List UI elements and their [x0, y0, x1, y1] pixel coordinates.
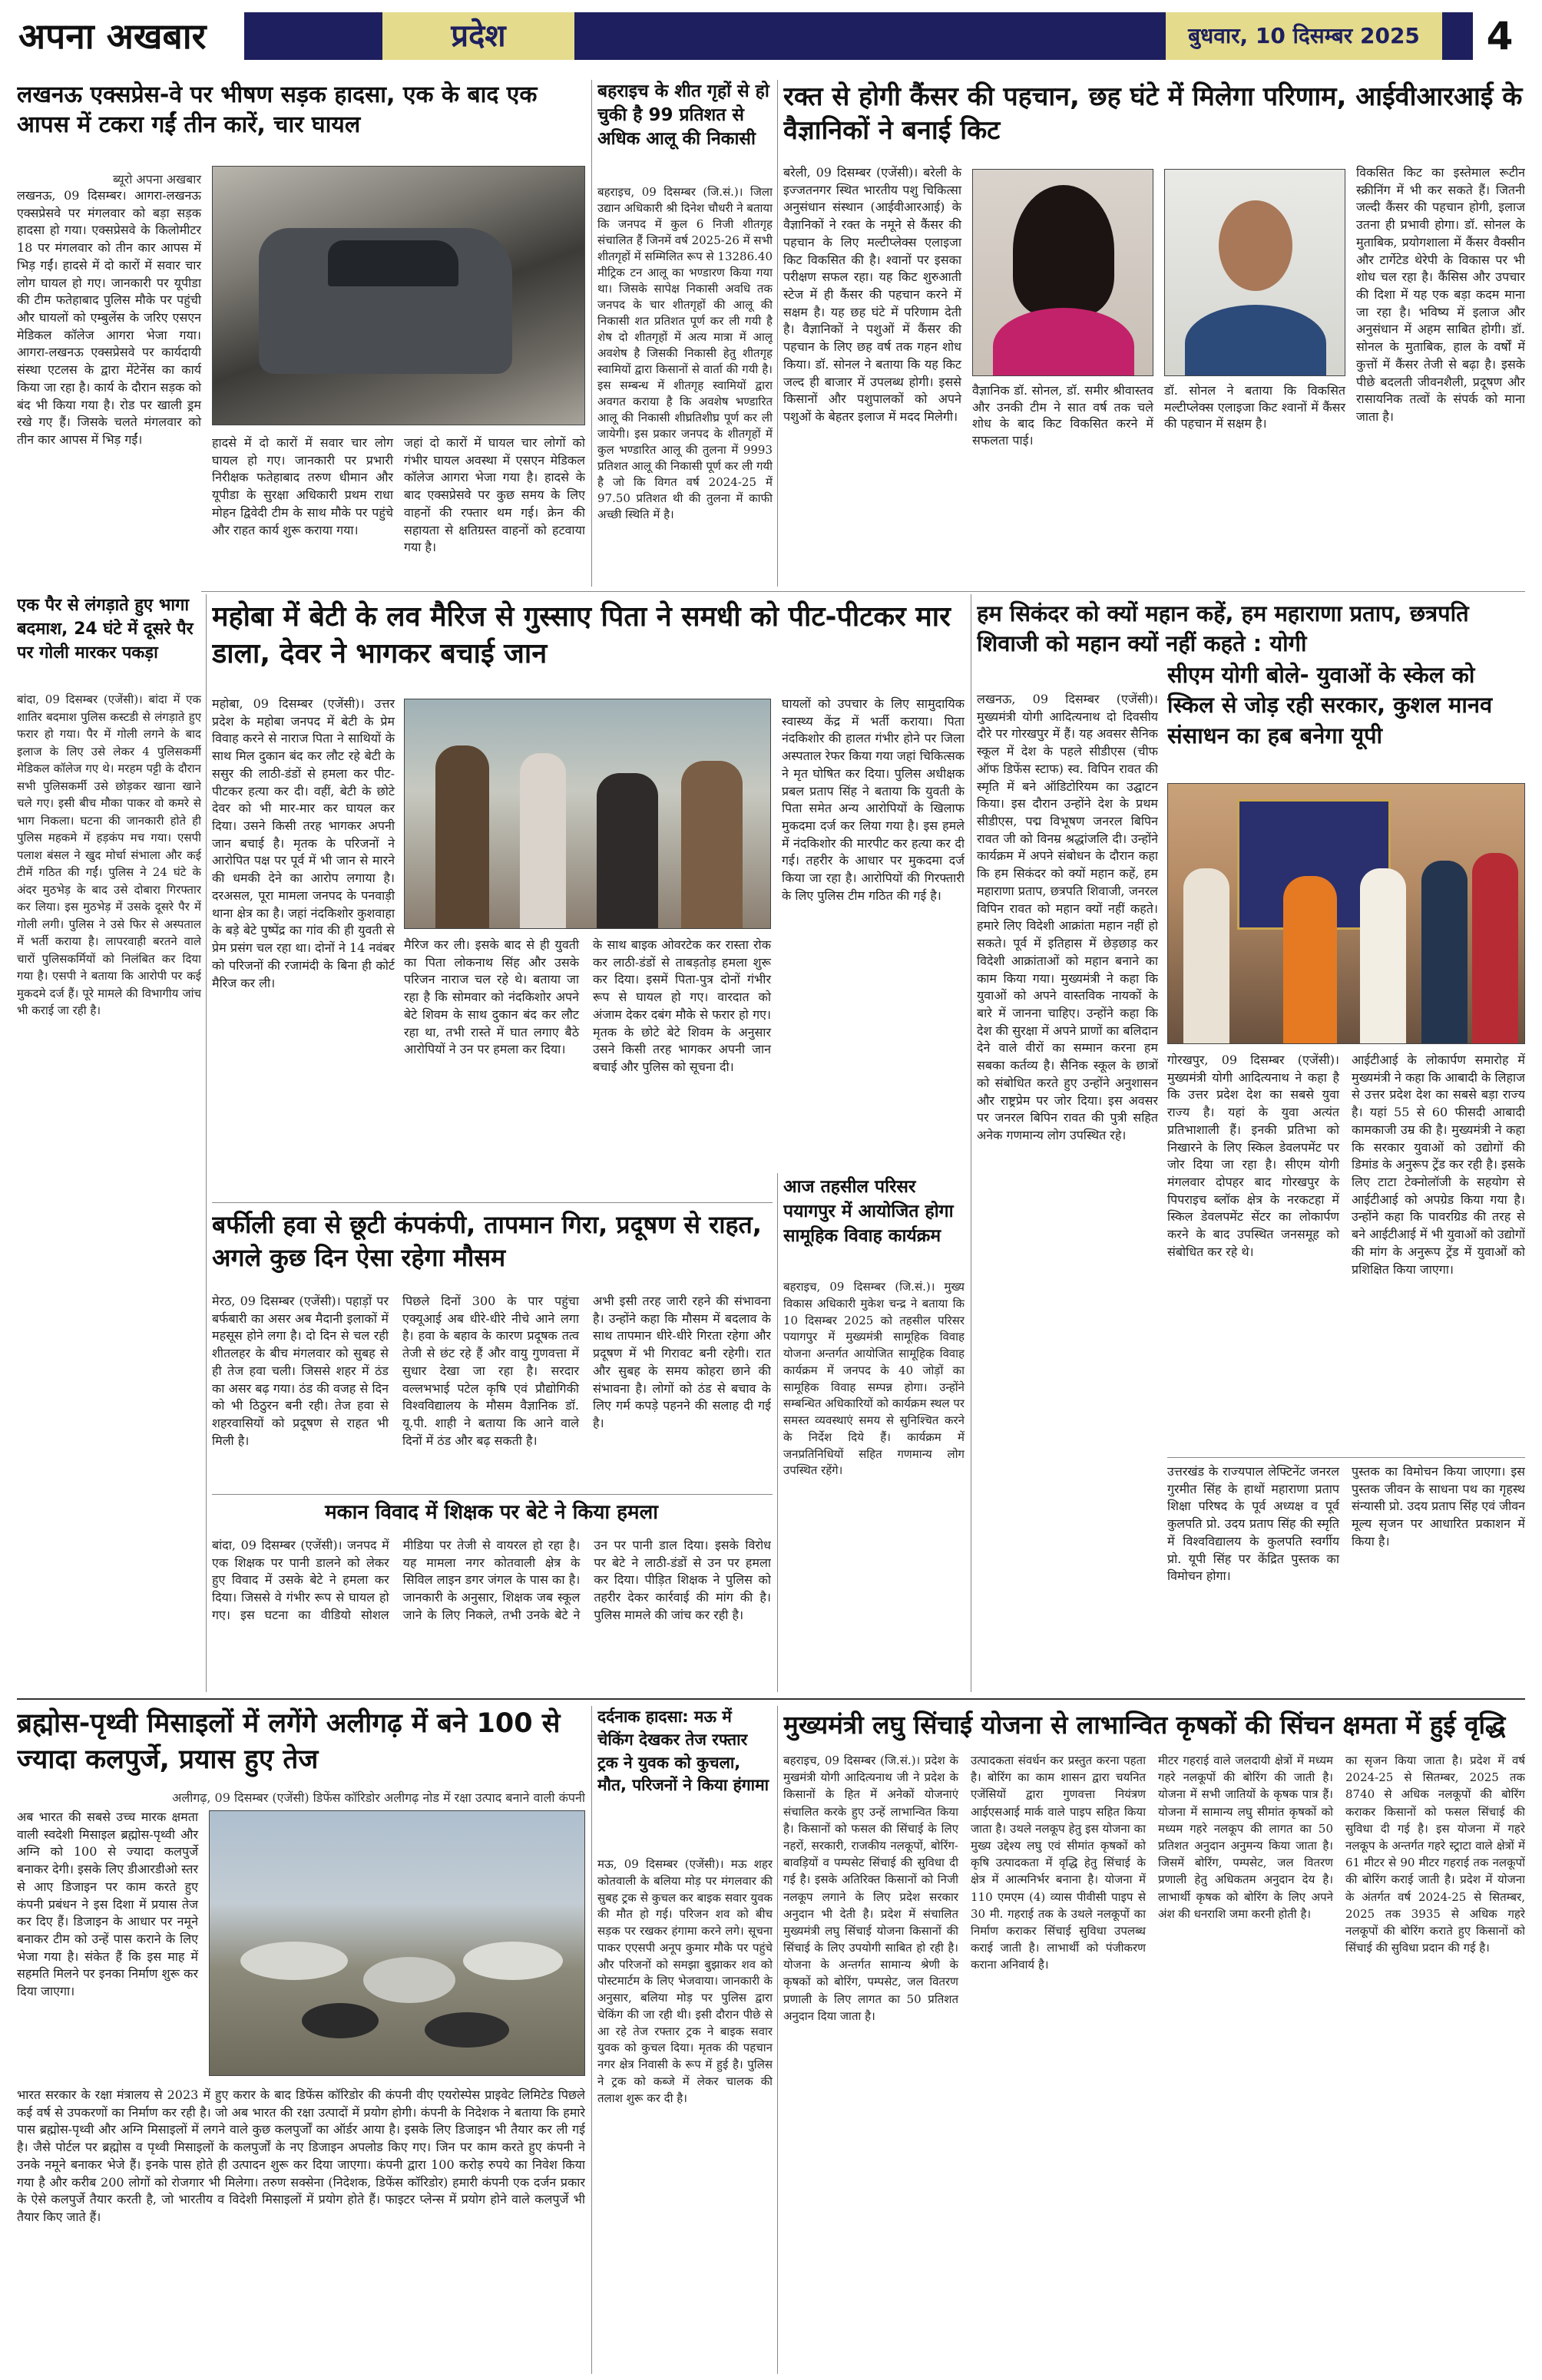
page-number-box — [1474, 12, 1525, 60]
article-body: लखनऊ, 09 दिसम्बर। आगरा-लखनऊ एक्सप्रेसवे पर मंगलवार को बड़ा सड़क हादसा हो गया। एक्सप्रेसवे के किलोमीटर 18 पर मंगलवार को तीन कार आपस में भिड़ गईं। हादसे में दो कारों में सवार चार लोग घायल हो गए। जानकारी पर यूपीडा की टीम फतेहाबाद पुलिस मौके पर पहुंची और घायलों को एम्बुलेंस के जरिए एसएन मेडिकल कॉलेज आगरा भेजा गया। आगरा-लखनऊ एक्सप्रेसवे पर कार्यदायी संस्था एटलस के द्वारा मेंटेनेंस का कार्य किया जा रहा है। कार्य के दौरान सड़क को बंद भी किया गया है। रोड पर खाली ड्रम रखे गए हैं। जिसके चलते मंगलवार को तीन कार आपस में भिड़ गईं। — [17, 188, 201, 448]
headline: सीएम योगी बोले- युवाओं के स्केल को स्किल से जोड़ रही सरकार, कुशल मानव संसाधन का हब बनेगा यूपी — [1167, 662, 1493, 749]
article-side-column: विकसित किट का इस्तेमाल रूटीन स्क्रीनिंग में भी कर सकते हैं। जितनी जल्दी कैंसर की पहचान होगी, इलाज उतना ही प्रभावी होगा। डॉ. सोनल के मुताबिक, प्रयोगशाला में कैंसर वैक्सीन और टार्गेटेड थेरेपी के विकास पर भी शोध चल रहा है। कैंसिस और उपचार की दिशा में यह एक बड़ा कदम माना जा रहा है। भविष्य में इलाज और अनुसंधान में अहम साबित होगी। डॉ. सोनल के मुताबिक, हाल के वर्षों में कुत्तों में कैंसर तेजी से बढ़ा है। इसके पीछे बदलती जीवनशैली, प्रदूषण और रासायनिक तत्वों के संपर्क को माना जाता है। — [1356, 165, 1525, 425]
paper-name: अपना अखबार — [18, 15, 207, 57]
masthead — [0, 0, 1542, 71]
article-cold-storage — [597, 80, 773, 587]
person-2 — [1360, 868, 1406, 1044]
article-banda-encounter — [17, 594, 201, 1692]
byline: अलीगढ़, 09 दिसम्बर (एजेंसी) डिफेंस कॉरिडोर अलीगढ़ नोड में रक्षा उत्पाद बनाने वाली कंपनी — [172, 1790, 585, 1805]
body-shape — [993, 308, 1134, 376]
article-mahoba-murder — [212, 599, 965, 1196]
person-4 — [681, 761, 743, 929]
headline: बर्फीली हवा से छूटी कंपकंपी, तापमान गिरा, प्रदूषण से राहत, अगले कुछ दिन ऐसा रहेगा मौसम — [212, 1210, 762, 1273]
photo-caption-right: डॉ. सोनल ने बताया कि विकसित मल्टीप्लेक्स एलाइजा किट श्वानों में कैंसर की पहचान में सक्षम है। — [1164, 383, 1345, 431]
article-body: मऊ, 09 दिसम्बर (एजेंसी)। मऊ शहर कोतवाली के बलिया मोड़ पर मंगलवार की सुबह ट्रक से कुचल कर बाइक सवार युवक की मौत हो गई। परिजन शव को बीच सड़क पर रखकर हंगामा करने लगे। सूचना पाकर एएसपी अनूप कुमार मौके पर पहुंचे और परिजनों को समझा बुझाकर शव को पोस्टमार्टम के लिए भेजवाया। जानकारी के अनुसार, बलिया मोड़ पर पुलिस द्वारा चेकिंग की जा रही थी। इसी दौरान पीछे से आ रहे तेज रफ्तार ट्रक ने बाइक सवार युवक को कुचल दिया। मृतक की पहचान नगर क्षेत्र निवासी के रूप में हुई है। पुलिस ने ट्रक को कब्जे में लेकर चालक की तलाश शुरू कर दी है। — [597, 1857, 773, 2105]
article-mau-accident — [597, 1706, 773, 2374]
article-body-col2: आईटीआई के लोकार्पण समारोह में मुख्यमंत्री ने कहा कि आबादी के लिहाज से उत्तर प्रदेश देश का सबसे बड़ा राज्य है। यहां 55 से 60 फीसदी आबादी कामकाजी उम्र की है। मुख्यमंत्री ने कहा कि सरकार युवाओं को उद्योगों की डिमांड के अनुरूप ट्रेंड कर रही है। इसके लिए टाटा टेक्नोलॉजी के सहयोग से आईटीआई को अपग्रेड किया गया है। उन्होंने कहा कि पावरग्रिड की तरह से बने आईटीआई में भी युवाओं को उद्योगों की मांग के अनुरूप ट्रेंड में युवाओं को प्रशिक्षित किया जाएगा। — [1352, 1053, 1525, 1277]
part-3 — [463, 1942, 563, 1980]
article-body: गोरखपुर, 09 दिसम्बर (एजेंसी)। मुख्यमंत्री योगी आदित्यनाथ ने कहा है कि उत्तर प्रदेश देश का सबसे युवा राज्य है। यहां के युवा अत्यंत प्रतिभाशाली हैं। इनकी प्रतिभा को निखारने के लिए स्किल डेवलपमेंट पर जोर दिया जा रहा है। सीएम योगी मंगलवार दोपहर बाद गोरखपुर के पिपराइच ब्लॉक क्षेत्र के नरकटहा में स्किल डेवलपमेंट सेंटर का लोकार्पण करने के बाद उपस्थित जनसमूह को संबोधित कर रहे थे। — [1167, 1053, 1339, 1259]
column-rule — [591, 80, 592, 587]
column-rule — [591, 1706, 592, 2374]
section-rule — [201, 591, 1525, 592]
headline: एक पैर से लंगड़ाते हुए भागा बदमाश, 24 घंटे में दूसरे पैर पर गोली मारकर पकड़ा — [17, 596, 194, 663]
article-body-col3: मीटर गहराई वाले जलदायी क्षेत्रों में मध्यम गहरे नलकूपों की बोरिंग की जाती है। योजना में सभी जातियों के कृषक पात्र हैं। योजना में सामान्य लघु सीमांत कृषकों को मध्यम गहरे नलकूप की लागत का 50 प्रतिशत अनुदान अनुमन्य किया जाता है। जिसमें बोरिंग, पम्पसेट, जल वितरण प्रणाली हेतु अधिकतम अनुदान देय है। लाभार्थी कृषक को बोरिंग के लिए अपने अंश की धनराशि जमा करनी होती है। — [1158, 1754, 1333, 1921]
article-tail-left: उत्तरखंड के राज्यपाल लेफ्टिनेंट जनरल गुरमीत सिंह के हाथों महाराणा प्रताप शिक्षा परिषद के पूर्व अध्यक्ष व पूर्व कुलपति प्रो. उदय प्रताप सिंह की स्मृति में विश्वविद्यालय के कुलपति स्वर्गीय प्रो. यूपी सिंह पर केंद्रित पुस्तक का विमोचन होगा। — [1167, 1464, 1339, 1584]
headline: लखनऊ एक्सप्रेस-वे पर भीषण सड़क हादसा, एक के बाद एक आपस में टकरा गईं तीन कारें, चार घायल — [17, 81, 538, 138]
article-body: बहराइच, 09 दिसम्बर (जि.सं.)। जिला उद्यान अधिकारी श्री दिनेश चौधरी ने बताया कि जनपद में कुल 6 निजी शीतगृह संचालित हैं जिनमें वर्ष 2025-26 में सभी शीतगृहों में सम्मिलित रूप से 13286.40 मीट्रिक टन आलू का भण्डारण किया गया था। जिसके सापेक्ष निकासी अवधि तक जनपद के चार शीतगृहों की आलू की निकासी शत प्रतिशत पूर्ण कर ली गयी है शेष दो शीतगृहों में अत्य मात्रा में आलू अवशेष है जिसकी निकासी हेतु शीतगृह स्वामियों द्वारा किसानों से वार्ता की गयी है। इस सम्बन्ध में शीतगृह स्वामियों द्वारा अवगत कराया है कि अवशेष भण्डारित आलू की निकासी शीघ्रतिशीघ्र पूर्ण कर ली जायेगी। इस प्रकार जनपद के शीतगृहों में कुल भण्डारित आलू की तुलना में 9993 प्रतिशत आलू की निकासी पूर्ण कर ली गयी है जो कि विगत वर्ष 2024-25 में 97.50 प्रतिशत थी की तुलना में काफी अच्छी स्थिति में है। — [597, 185, 773, 521]
person-3 — [1421, 861, 1468, 1044]
part-4 — [302, 2003, 379, 2038]
crashed-car-photo — [212, 166, 585, 425]
yogi-event-photo — [1167, 783, 1525, 1044]
article-body: बांदा, 09 दिसम्बर (एजेंसी)। जनपद में एक शिक्षक पर पानी डालने को लेकर हुए विवाद में उसके बेटे ने हमला कर दिया। जिससे वे गंभीर रूप से घायल हो गए। इस घटना का वीडियो सोशल मीडिया पर तेजी से वायरल हो रहा है। यह मामला नगर कोतवाली क्षेत्र के सिविल लाइन डगर जंगल के पास का है। जानकारी के अनुसार, शिक्षक जब स्कूल जाने के लिए निकले, तभी उनके बेटे ने उन पर पानी डाल दिया। इसके विरोध पर बेटे ने लाठी-डंडों से उन पर हमला कर दिया। पीड़ित शिक्षक ने पुलिस को तहरीर देकर कार्रवाई की मांग की है। पुलिस मामले की जांच कर रही है। — [212, 1538, 771, 1622]
article-body-col2: मैरिज कर ली। इसके बाद से ही युवती का पिता लोकनाथ सिंह और उसके परिजन नाराज चल रहे थे। बताया जा रहा है कि सोमवार को नंदकिशोर अपने बेटे शिवम के साथ दुकान बंद कर लौट रहा था, तभी रास्ते में घात लगाए बैठे आरोपियों ने उन पर हमला कर दिया। — [404, 937, 579, 1057]
article-weather — [212, 1208, 771, 1489]
article-yogi-skill — [1167, 660, 1525, 1692]
section-rule — [1167, 1457, 1525, 1458]
article-body-wide: भारत सरकार के रक्षा मंत्रालय से 2023 में हुए करार के बाद डिफेंस कॉरिडोर की कंपनी वीए एयरोस्पेस प्राइवेट लिमिटेड पिछले कई वर्ष से उपकरणों का निर्माण कर रही है। जो अब भारत की रक्षा उत्पादों में प्रयोग होगी। कंपनी के निदेशक ने बताया कि हमारे पास ब्रह्मोस-पृथ्वी और अग्नि मिसाइलों में लगने वाले कुछ कलपुर्जों का ऑर्डर आया है। इसके लिए डिजाइन भी तैयार कर ली गई है। जैसे पोर्टल पर ब्रह्मोस व पृथ्वी मिसाइलों के कलपुर्जों के नए डिजाइन अपलोड किए गए। जिन पर काम करते हुए कंपनी ने उनके नमूने बनाकर भेजे हैं। इनके पास होते ही उत्पादन शुरू कर दिया जाएगा। कंपनी द्वारा 100 करोड़ रुपये का निवेश किया गया है और करीब 200 लोगों को रोजगार भी मिलेगा। तरुण सक्सेना (निदेशक, डिफेंस कॉरिडोर) हमारी कंपनी एक दर्जन प्रकार के ऐसे कलपुर्जे तैयार करती है, जो भारतीय व विदेशी मिसाइलों में प्रयोग होते हैं। फाइटर प्लेन्स में प्रयोग होने वाले कलपुर्जे भी तैयार किए जाते हैं। — [17, 2087, 585, 2225]
headline: हम सिकंदर को क्यों महान कहें, हम महाराणा प्रताप, छत्रपति शिवाजी को महान क्यों नहीं कहते : योगी — [977, 600, 1469, 657]
headline: दर्दनाक हादसा: मऊ में चेकिंग देखकर तेज रफ्तार ट्रक ने युवक को कुचला, मौत, परिजनों ने किया हंगामा — [597, 1707, 769, 1795]
headline: मकान विवाद में शिक्षक पर बेटे ने किया हमला — [325, 1501, 658, 1524]
article-body-col2: उत्पादकता संवर्धन कर प्रस्तुत करना पहता है। बोरिंग का काम शासन द्वारा चयनित एजेंसियों द्वारा गुणवत्ता नियंत्रण आईएसआई मार्क वाले पाइप सहित किया जाता है। उथले नलकूप हेतु इस योजना का मुख्य उद्देश्य लघु एवं सीमांत कृषकों को कृषि उत्पादकता में वृद्धि हेतु सिंचाई के क्षेत्र में आत्मनिर्भर बनाना है। योजना में 110 एमएम (4) व्यास पीवीसी पाइप से 30 मी. गहराई तक के उथले नलकूपों का निर्माण कराकर सिंचाई सुविधा उपलब्ध कराई जाती है। लाभार्थी को पंजीकरण कराना अनिवार्य है। — [971, 1754, 1146, 1972]
column-rule — [777, 1706, 778, 2374]
section-label-box — [382, 12, 574, 60]
section-rule — [212, 1494, 773, 1495]
headline: बहराइच के शीत गृहों से हो चुकी है 99 प्रतिशत से अधिक आलू की निकासी — [597, 81, 769, 150]
article-body-col3: अभी इसी तरह जारी रहने की संभावना है। उन्होंने कहा कि मौसम में बदलाव के साथ तापमान धीरे-धीरे गिरता रहेगा और प्रदूषण में भी गिरावट बनी रहेगी। रात और सुबह के समय कोहरा छाने की संभावना है। लोगों को ठंड से बचाव के लिए गर्म कपड़े पहनने की सलाह दी गई है। — [593, 1294, 771, 1431]
article-body: बहराइच, 09 दिसम्बर (जि.सं.)। मुख्य विकास अधिकारी मुकेश चन्द्र ने बताया कि 10 दिसम्बर 2025 को तहसील परिसर पयागपुर में मुख्यमंत्री सामूहिक विवाह योजना अन्तर्गत आयोजित सामूहिक विवाह कार्यक्रम में जनपद के 40 जोड़ों का सामूहिक विवाह सम्पन्न होगा। उन्होंने सम्बन्धित अधिकारियों को कार्यक्रम स्थल पर समस्त व्यवस्थाएं समय से सुनिश्चित करने के निर्देश दिये हैं। कार्यक्रम में जनप्रतिनिधियों सहित गणमान्य लोग उपस्थित रहेंगे। — [783, 1280, 965, 1478]
hair-shape — [1013, 185, 1114, 316]
byline: ब्यूरो अपना अखबार — [113, 172, 201, 187]
part-2 — [363, 1957, 455, 2003]
mahoba-crowd-photo — [404, 699, 771, 929]
part-5 — [425, 2012, 509, 2048]
paper-name-box — [18, 9, 241, 63]
column-rule — [777, 80, 778, 587]
article-irrigation-scheme — [783, 1709, 1525, 2374]
article-body: बांदा, 09 दिसम्बर (एजेंसी)। बांदा में एक शातिर बदमाश पुलिस कस्टडी से लंगड़ाते हुए फरार हो गया। पैर में गोली लगने के बाद इलाज के लिए उसे लेकर 4 पुलिसकर्मी मेडिकल कॉलेज गए थे। मरहम पट्टी के दौरान सभी पुलिसकर्मी उसे छोड़कर खाना खाने चले गए। इसी बीच मौका पाकर वो कमरे से भाग निकला। घटना की जानकारी होते ही पुलिस महकमे में हड़कंप मच गया। एसपी पलाश बंसल ने खुद मोर्चा संभाला और कई टीमें गठित की गईं। पुलिस ने 24 घंटे के अंदर मुठभेड़ के बाद उसे दोबारा गिरफ्तार कर लिया। इस मुठभेड़ में उसके दूसरे पैर में गोली लगी। पुलिस ने उसे फिर से अस्पताल में भर्ती कराया है। लापरवाही बरतने वाले चारों पुलिसकर्मियों को निलंबित कर दिया गया है। एसपी ने बताया कि आरोपी पर कई मुकदमे दर्ज हैं। पूरे मामले की विभागीय जांच भी कराई जा रही है। — [17, 693, 201, 1017]
person-4 — [1472, 853, 1518, 1044]
column-rule — [777, 1173, 778, 1692]
scientist-man-photo — [1164, 169, 1345, 376]
car-windshield — [328, 240, 458, 286]
issue-date: बुधवार, 10 दिसम्बर 2025 — [1188, 23, 1420, 48]
article-body: बहराइच, 09 दिसम्बर (जि.सं.)। प्रदेश के मुखमंत्री योगी आदित्यनाथ जी ने प्रदेश के किसानों के हित में अनेकों योजनाएं संचालित करके हुए उन्हें लाभान्वित किया है। किसानों को फसल की सिंचाई के लिए नहरों, सरकारी, राजकीय नलकूपों, बोरिंग-बावड़ियों व पम्पसेट सिंचाई की सुविधा दी गई है। इसके अतिरिक्त किसानों को निजी नलकूप लगाने के लिए प्रदेश सरकार अनुदान भी देती है। प्रदेश में संचालित मुख्यमंत्री लघु सिंचाई योजना किसानों की सिंचाई के लिए उपयोगी साबित हो रही है। योजना के अन्तर्गत सामान्य श्रेणी के कृषकों को बोरिंग, पम्पसेट, जल वितरण प्रणाली के लिए लागत का 50 प्रतिशत अनुदान दिया जाता है। — [783, 1754, 958, 2023]
person-5 — [1183, 868, 1229, 1044]
section-rule — [212, 1202, 773, 1203]
column-rule — [206, 594, 207, 1692]
article-body-col2: हादसे में दो कारों में सवार चार लोग घायल हो गए। जानकारी पर प्रभारी निरीक्षक फतेहाबाद तरुण धीमान और यूपीडा के सुरक्षा अधिकारी प्रथम राधा मोहन द्विवेदी टीम के साथ मौके पर पहुंचे और राहत कार्य शुरू कराया गया। — [212, 435, 393, 537]
part-1 — [240, 1942, 348, 1980]
article-expressway-accident — [17, 80, 585, 587]
article-body-col4: का सृजन किया जाता है। प्रदेश में वर्ष 2024-25 से सितम्बर, 2025 तक 8740 से अधिक नलकूपों की बोरिंग कराकर किसानों को फसल सिंचाई की सुविधा दी गई है। इस योजना में गहरे नलकूप के अन्तर्गत गहरे स्ट्राटा वाले क्षेत्रों में 61 मीटर से 90 मीटर गहराई तक नलकूपों की बोरिंग कराई जाती है। प्रदेश में योजना के अंतर्गत वर्ष 2024-25 से सितम्बर, 2025 तक 3935 से अधिक गहरे नलकूपों की बोरिंग कराते हुए किसानों को सिंचाई की सुविधा प्रदान की गई है। — [1345, 1754, 1525, 1955]
article-brahmos — [17, 1706, 585, 2374]
article-tail-right: पुस्तक का विमोचन किया जाएगा। इस पुस्तक जीवन के साधना पथ का गृहस्थ संन्यासी प्रो. उदय प्रताप सिंह एवं जीवन मूल्य सृजन पर आधारित प्रकाशन में किया है। — [1352, 1464, 1525, 1549]
article-cancer-kit — [783, 80, 1525, 587]
headline: आज तहसील परिसर पयागपुर में आयोजित होगा सामूहिक विवाह कार्यक्रम — [783, 1177, 954, 1247]
person-3 — [597, 773, 658, 929]
article-body-col2: पिछले दिनों 300 के पार पहुंचा एक्यूआई अब धीरे-धीरे नीचे आने लगा है। हवा के बहाव के कारण प्रदूषक तत्व तेजी से छंट रहे हैं और वायु गुणवत्ता में सुधार देखा जा रहा है। सरदार वल्लभभाई पटेल कृषि एवं प्रौद्योगिकी विश्वविद्यालय के मौसम वैज्ञानिक डॉ. यू.पी. शाही ने बताया कि आने वाले दिनों में ठंड और बढ़ सकती है। — [402, 1294, 579, 1448]
person-1 — [435, 745, 489, 929]
headline: रक्त से होगी कैंसर की पहचान, छह घंटे में मिलेगा परिणाम, आईवीआरआई के वैज्ञानिकों ने बनाई किट — [783, 81, 1523, 147]
article-mass-marriage — [783, 1175, 965, 1689]
headline: ब्रह्मोस-पृथ्वी मिसाइलों में लगेंगे अलीगढ़ में बने 100 से ज्यादा कलपुर्जे, प्रयास हुए तेज — [17, 1708, 561, 1776]
head-shape — [1219, 200, 1292, 291]
article-body-col3: के साथ बाइक ओवरटेक कर रास्ता रोक कर लाठी-डंडों से ताबड़तोड़ हमला शुरू कर दिया। इसमें पिता-पुत्र दोनों गंभीर रूप से घायल हो गए। वारदात को अंजाम देकर दबंग मौके से फरार हो गए। मृतक के छोटे बेटे शिवम के अनुसार उसने किसी तरह भागकर अपनी जान बचाई और पुलिस को सूचना दी। — [593, 937, 771, 1075]
photo-caption-left: वैज्ञानिक डॉ. सोनल, डॉ. समीर श्रीवास्तव और उनकी टीम ने सात वर्ष तक चले शोध के बाद किट विकसित करने में सफलता पाई। — [972, 383, 1153, 448]
article-body: लखनऊ, 09 दिसम्बर (एजेंसी)। मुख्यमंत्री योगी आदित्यनाथ दो दिवसीय दौरे पर गोरखपुर में हैं। यह अवसर सैनिक स्कूल में देश के पहले सीडीएस (चीफ ऑफ डिफेंस स्टाफ) स्व. विपिन रावत की स्मृति में बने ऑडिटोरियम का उद्घाटन किया। इस दौरान उन्होंने देश के प्रथम सीडीएस, पद्म विभूषण जनरल बिपिन रावत जी को विनम्र श्रद्धांजलि दी। उन्होंने कार्यक्रम में अपने संबोधन के दौरान कहा कि हम सिकंदर को क्यों महान कहें, हम महाराणा प्रताप, छत्रपति शिवाजी, जनरल विपिन रावत को महान क्यों नहीं कहते। हमारे लिए विदेशी आक्रांता महान नहीं हो सकते। पूर्व में इतिहास में छेड़छाड़ कर विदेशी आक्रांताओं को महान बनाने का काम किया गया। मुख्यमंत्री ने कहा कि युवाओं को अपने वास्तविक नायकों के बारे में जानना चाहिए। उन्होंने कहा कि देश की सुरक्षा में अपने प्राणों का बलिदान देने वाले वीरों का सम्मान करना हम सबका कर्तव्य है। सैनिक स्कूल के छात्रों को संबोधित करते हुए उन्होंने अनुशासन और राष्ट्रप्रेम पर जोर दिया। इस अवसर पर जनरल बिपिन रावत की पुत्री सहित अनेक गणमान्य लोग उपस्थित रहे। — [977, 692, 1158, 1142]
scientist-woman-photo — [972, 169, 1153, 376]
body-shape — [1185, 305, 1326, 376]
article-body: अब भारत की सबसे उच्च मारक क्षमता वाली स्वदेशी मिसाइल ब्रह्मोस-पृथ्वी और अग्नि को 100 से ज्यादा कलपुर्जे बनाकर देगी। इसके लिए डीआरडीओ स्तर से आए डिजाइन पर काम करते हुए कंपनी प्रबंधन ने इस दिशा में प्रयास तेज कर दिए हैं। डिजाइन के आधार पर नमूने बनाकर टीम को उन्हें पास कराने के लिए भेजा गया है। संकेत हैं कि इस माह में सहमति मिलने पर इनका निर्माण शुरू कर दिया जाएगा। — [17, 1810, 198, 1999]
page-number: 4 — [1486, 14, 1514, 58]
section-label: प्रदेश — [451, 18, 506, 54]
article-body: बरेली, 09 दिसम्बर (एजेंसी)। बरेली के इज्जतनगर स्थित भारतीय पशु चिकित्सा अनुसंधान संस्थान (आईवीआरआई) के वैज्ञानिकों ने रक्त के नमूने से कैंसर की पहचान के लिए मल्टीप्लेक्स एलाइजा किट विकसित की है। श्वानों पर इसका परीक्षण सफल रहा। यह किट शुरुआती स्टेज में ही कैंसर की पहचान करने में सक्षम है। यह छह घंटे में परिणाम देती है। वैज्ञानिकों ने पशुओं में कैंसर की पहचान के लिए छह वर्ष तक गहन शोध किया। डॉ. सोनल ने बताया कि यह किट जल्द ही बाजार में उपलब्ध होगी। इससे किसानों और पशुपालकों को अपने पशुओं के बेहतर इलाज में मदद मिलेगी। — [783, 165, 961, 425]
person-yogi — [1283, 876, 1337, 1044]
headline: मुख्यमंत्री लघु सिंचाई योजना से लाभान्वित कृषकों की सिंचन क्षमता में हुई वृद्धि — [783, 1710, 1506, 1740]
article-body-col4: घायलों को उपचार के लिए सामुदायिक स्वास्थ्य केंद्र में भर्ती कराया। पिता नंदकिशोर की हालत गंभीर होने पर जिला अस्पताल रेफर किया गया जहां चिकित्सक ने मृत घोषित कर दिया। पुलिस अधीक्षक प्रबल प्रताप सिंह ने बताया कि युवती के पिता समेत अन्य आरोपियों के खिलाफ मुकदमा दर्ज कर लिया गया है। इस हमले में नंदकिशोर की मारपीट कर हत्या कर दी गई। तहरीर के आधार पर मुकदमा दर्ज किया जा रहा है। आरोपियों की गिरफ्तारी के लिए पुलिस टीम गठित की गई है। — [782, 696, 965, 903]
missile-parts-photo — [209, 1810, 585, 2076]
article-body: महोबा, 09 दिसम्बर (एजेंसी)। उत्तर प्रदेश के महोबा जनपद में बेटी के प्रेम विवाह करने से नाराज पिता ने साथियों के साथ मिल दुकान बंद कर लौट रहे बेटी के ससुर की लाठी-डंडों से हमला कर पीट-पीटकर हत्या कर दी। वहीं, बेटी के छोटे देवर को भी मार-मार कर घायल कर दिया। उसने किसी तरह भागकर अपनी जान बचाई है। मृतक के परिजनों ने आरोपित पक्ष पर पूर्व में भी जान से मारने की धमकी देने का आरोप लगाया है। दरअसल, पूरा मामला जनपद के पनवाड़ी थाना क्षेत्र का है। जहां नंदकिशोर कुशवाहा के बड़े बेटे पुष्पेंद्र का गांव की ही युवती से प्रेम प्रसंग चल रहा था। दोनों ने 14 नवंबर को परिजनों की रजामंदी के बिना ही कोर्ट मैरिज कर ली। — [212, 696, 395, 990]
section-bar — [244, 12, 1473, 60]
article-teacher-attack — [212, 1500, 771, 1692]
person-2 — [520, 753, 566, 929]
article-body-col3: जहां दो कारों में घायल चार लोगों को गंभीर घायल अवस्था में एसएन मेडिकल कॉलेज आगरा भेजा गया है। हादसे के बाद एक्सप्रेसवे पर कुछ समय के लिए वाहनों की रफ्तार थम गई। क्रेन की सहायता से क्षतिग्रस्त वाहनों को हटवाया गया है। — [404, 435, 585, 555]
section-rule — [17, 1698, 1525, 1700]
headline: महोबा में बेटी के लव मैरिज से गुस्साए पिता ने समधी को पीट-पीटकर मार डाला, देवर ने भागकर बचाई जान — [212, 601, 951, 669]
article-body: मेरठ, 09 दिसम्बर (एजेंसी)। पहाड़ों पर बर्फबारी का असर अब मैदानी इलाकों में महसूस होने लगा है। दो दिन से चल रही शीतलहर के बीच मंगलवार को सुबह से ही तेज हवा चली। जिससे शहर में ठंड का असर बढ़ गया। ठंड की वजह से दिन को भी ठिठुरन बनी रही। तेज हवा से शहरवासियों को प्रदूषण से राहत भी मिली है। — [212, 1294, 389, 1448]
date-box — [1166, 12, 1442, 60]
